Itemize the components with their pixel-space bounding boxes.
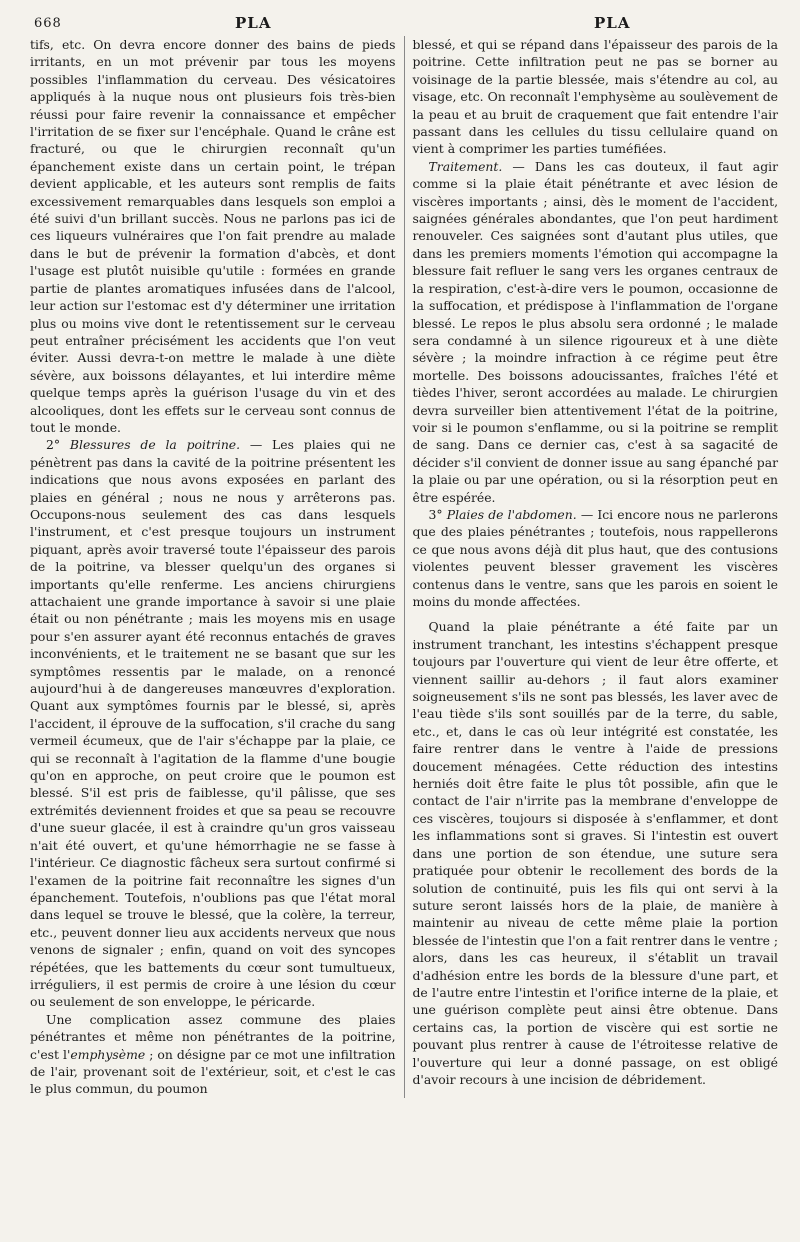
paragraph-text: Une complication assez commune des plaies pénétrantes et même non pénétrantes de la poitrine, c'est l' [30,1011,396,1062]
term-emphyseme: emphysème [70,1046,146,1062]
page-number: 668 [34,16,62,31]
section-title-abdomen: Plaies de l'abdomen. [446,506,577,522]
section-title-traitement: Traitement. [428,158,503,174]
paragraph-intestins: Quand la plaie pénétrante a été faite par un instrument tranchant, les intestins s'échappent presque toujours par l'ouverture qui vient de leur être offerte, et viennent saillir au-dehors ; il faut alors examiner soigneusement s'ils ne sont pas blessés, les laver avec de l'eau tiède s'ils sont souillés par de la terre, du sable, etc., et, dans le cas où leur intégrité est constatée, les faire rentrer dans le ventre à l'aide de pressions doucement ménagées. Cette réduction des intestins herniés doit être faite le plus tôt possible, afin que le contact de l'air n'irrite pas la membrane d'enveloppe de ces viscères, toujours si disposée à s'enflammer, et dont les inflammations sont si graves. Si l'intestin est ouvert dans une portion de son étendue, une suture sera pratiquée pour obtenir le recollement des bords de la solution de continuité, puis les fils qui ont servi à la suture seront laissés hors de la plaie, de manière à maintenir au niveau de cette même plaie la portion blessée de l'intestin que l'on a fait rentrer dans le ventre ; alors, dans les cas heureux, il s'établit un travail d'adhésion entre les bords de la blessure d'une part, et de l'autre entre l'intestin et l'orifice interne de la plaie, et une guérison complète peut ainsi être obtenue. Dans certains cas, la portion de viscère qui est sortie ne pouvant plus rentrer à cause de l'étroitesse relative de l'ouverture qui leur a donné passage, on est obligé d'avoir recours à une incision de débridement. [412,619,779,1087]
paragraph-cerveau-continued: tifs, etc. On devra encore donner des bains de pieds irritants, en un mot prévenir par tous les moyens possibles l'inflammation du cerveau. Des vésicatoires appliqués à la nuque nous ont plusieurs fois très-bien réussi pour faire revenir la connaissance et empêcher l'irritation de se fixer sur l'encéphale. Quand le crâne est fracturé, ou que le chirurgien reconnaît qu'un épanchement existe dans un certain point, le trépan devient applicable, et les auteurs sont remplis de faits excessivement remarquables dans lesquels son emploi a été suivi d'un brillant succès. Nous ne parlons pas ici de ces liqueurs vulnéraires que l'on fait prendre au malade dans le but de prévenir la formation d'abcès, et dont l'usage est plutôt nuisible qu'utile : formées en grande partie de plantes aromatiques infusées dans de l'alcool, leur action sur l'estomac est d'y déterminer une irritation plus ou moins vive dont le retentissement sur le cerveau peut entraîner précisément les accidents que l'on veut éviter. Aussi devra-t-on mettre le malade à une diète sévère, aux boissons délayantes, et lui interdire même quelque temps après la guérison l'usage du vin et des alcooliques, dont les effets sur le cerveau sont connus de tout le monde. [30,37,396,435]
section-traitement [413,158,779,506]
right-running-title: PLA [594,14,631,32]
running-header [30,10,778,36]
section-title-poitrine: Blessures de la poitrine. [69,437,241,453]
section-number: 3° [428,506,443,522]
paragraph-text: ; on désigne par ce mot une infiltration de l'air, provenant soit de l'extérieur, soit, et c'est le cas le plus commun, du poumon [30,1046,396,1097]
section-body-abdomen: — Ici encore nous ne parlerons que des plaies pénétrantes ; toutefois, nous rappellerons ce que nous avons déjà dit plus haut, que des contusions violentes peuvent blesser gravement les viscères contenus dans le ventre, sans que les parois en soient le moins du monde affectées. [412,506,779,609]
section-body-traitement: — Dans les cas douteux, il faut agir comme si la plaie était pénétrante et avec lésion de viscères importants ; ainsi, dès le moment de l'accident, saignées générales abondantes, que l'on peut hardiment renouveler. Ces saignées sont d'autant plus utiles, que dans les premiers moments l'émotion qui accompagne la blessure fait refluer le sang vers les organes centraux de la respiration, c'est-à-dire vers le poumon, occasionne de la suffocation, et prédispose à l'inflammation de l'organe blessé. Le repos le plus absolu sera ordonné ; le malade sera condamné à un silence rigoureux et à une diète sévère ; la moindre infraction à ce régime peut être mortelle. Des boissons adoucissantes, fraîches l'été et tièdes l'hiver, seront accordées au malade. Le chirurgien devra surveiller bien attentivement l'état de la poitrine, voir si le poumon s'enflamme, ou si la poitrine se remplit de sang. Dans ce dernier cas, c'est à sa sagacité de décider s'il convient de donner issue au sang épanché par la plaie ou par une opération, ou si la résorption peut en être espérée. [412,158,779,505]
section-abdomen [413,506,779,610]
section-number: 2° [46,437,61,453]
section-body-poitrine: — Les plaies qui ne pénètrent pas dans la cavité de la poitrine présentent les indications que nous avons exposées en parlant des plaies en général ; nous ne nous y arrêterons pas. Occupons-nous seulement des cas dans lesquels l'instrument, et c'est presque toujours un instrument piquant, après avoir traversé toute l'épaisseur des parois de la poitrine, va blesser quelqu'un des organes si importants qu'elle renferme. Les anciens chirurgiens attachaient une grande importance à savoir si une plaie était ou non pénétrante ; mais les moyens mis en usage pour s'en assurer ayant été reconnus entachés de graves inconvénients, et le traitement ne se basant que sur les symptômes ressentis par le malade, on a renoncé aujourd'hui à de dangereuses manœuvres d'exploration. Quant aux symptômes fournis par le blessé, si, après l'accident, il éprouve de la suffocation, s'il crache du sang vermeil écumeux, que de l'air s'échappe par la plaie, ce qui se reconnaît à l'agitation de la flamme d'une bougie qu'on en approche, on peut croire que le poumon est blessé. S'il est pris de faiblesse, qu'il pâlisse, que ses extrémités deviennent froides et que sa peau se recouvre d'une sueur glacée, il est à craindre qu'un gros vaisseau n'ait été ouvert, et qu'une hémorrhagie ne se fasse à l'intérieur. Ce diagnostic fâcheux sera surtout confirmé si l'examen de la poitrine fait reconnaître les signes d'un épanchement. Toutefois, n'oublions pas que l'état moral dans lequel se trouve le blessé, que la colère, la terreur, etc., peuvent donner lieu aux accidents nerveux que nous venons de signaler ; enfin, quand on voit des syncopes répétées, que les battements du cœur sont tumultueux, irréguliers, il est permis de croire à une lésion du cœur ou seulement de son enveloppe, le péricarde. [30,437,396,1010]
section-poitrine [30,436,396,1010]
column-divider [404,36,405,1098]
text-columns [30,36,778,1098]
right-column [413,36,779,1098]
left-column [30,36,396,1098]
paragraph-emphyseme-continued: blessé, et qui se répand dans l'épaisseur des parois de la poitrine. Cette infiltration peut ne pas se borner au voisinage de la partie blessée, mais s'étendre au col, au visage, etc. On reconnaît l'emphysème au soulèvement de la peau et au bruit de craquement que fait entendre l'air passant dans les cellules du tissu cellulaire quand on vient à comprimer les parties tuméfiées. [412,37,779,157]
paragraph-emphyseme [30,1011,396,1098]
left-running-title: PLA [235,14,272,32]
